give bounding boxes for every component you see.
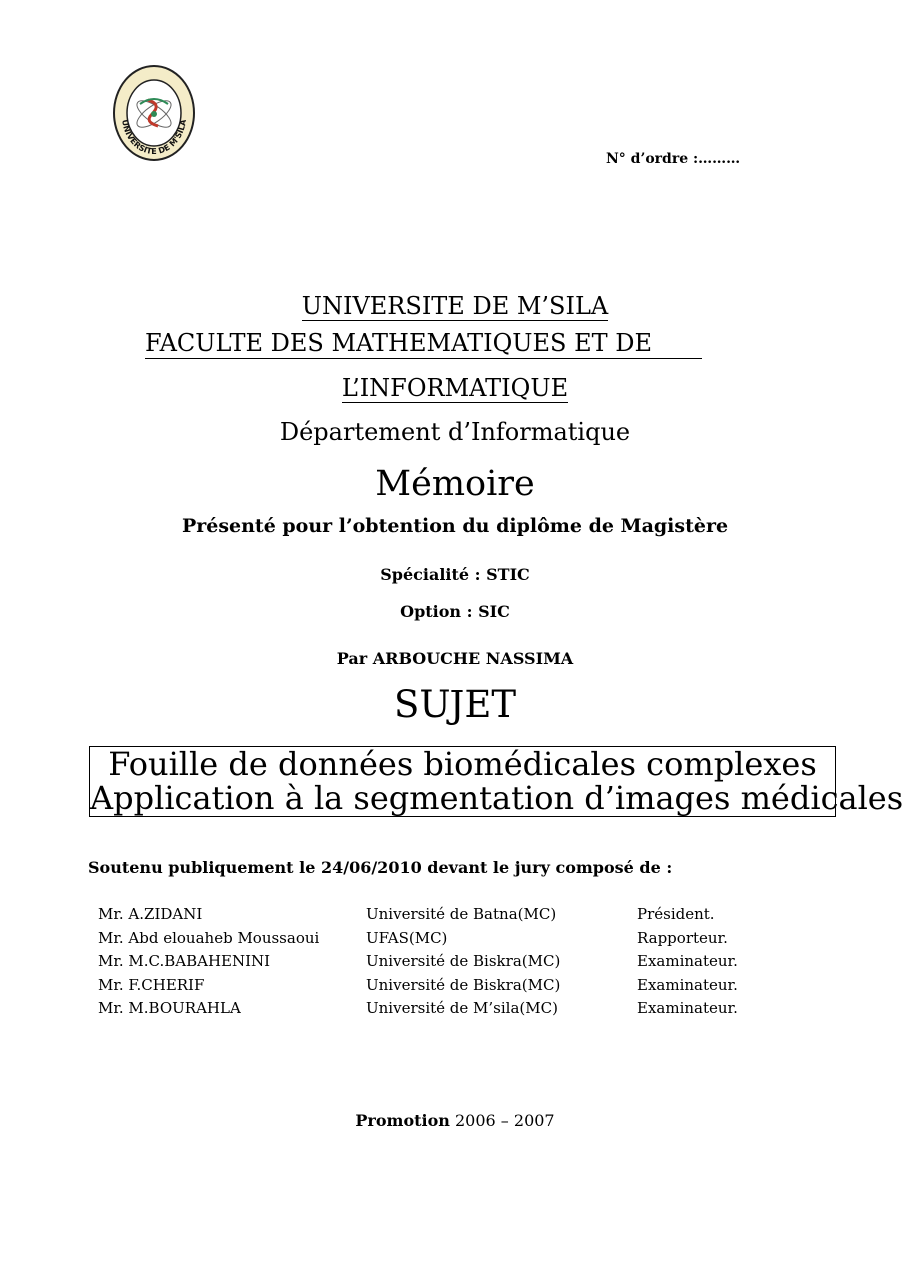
degree-line: Présenté pour l’obtention du diplôme de Magistère <box>181 515 729 537</box>
jury-role: Examinateur. <box>637 999 738 1017</box>
svg-text:UNIVERSITE DE M'SILA: UNIVERSITE DE M'SILA <box>120 118 188 157</box>
jury-name: Mr. M.BOURAHLA <box>98 999 241 1017</box>
faculty-name: FACULTE DES MATHEMATIQUES ET DE <box>145 329 702 359</box>
jury-name: Mr. A.ZIDANI <box>98 905 203 923</box>
subject-label: SUJET <box>393 683 517 726</box>
department-name: Département d’Informatique <box>279 418 631 446</box>
jury-role: Rapporteur. <box>637 928 728 947</box>
defense-statement: Soutenu publiquement le 24/06/2010 devant le jury composé de : <box>88 858 673 877</box>
author: Par ARBOUCHE NASSIMA <box>336 649 574 668</box>
jury-name: Mr. F.CHERIF <box>98 975 205 994</box>
jury-institution: Université de Biskra(MC) <box>366 975 561 994</box>
jury-institution: Université de M’sila(MC) <box>366 999 558 1017</box>
university-logo <box>112 64 196 162</box>
university-name: UNIVERSITE DE M’SILA <box>301 292 609 320</box>
subject-box <box>89 745 904 817</box>
subject-title-line1: Fouille de données biomédicales complexes <box>108 745 817 783</box>
jury-name: Mr. Abd elouaheb Moussaoui <box>98 928 320 947</box>
subject-title-line2: Application à la segmentation d’images médicales <box>90 779 904 817</box>
jury-institution: UFAS(MC) <box>366 928 448 947</box>
option: Option : SIC <box>400 602 510 621</box>
order-number: N° d’ordre :……… <box>606 151 741 167</box>
jury-institution: Université de Biskra(MC) <box>366 952 561 970</box>
promotion-label: Promotion <box>355 1111 450 1130</box>
jury-name: Mr. M.C.BABAHENINI <box>98 952 271 970</box>
jury-role: Président. <box>637 905 715 923</box>
document-type: Mémoire <box>375 464 535 504</box>
specialty: Spécialité : STIC <box>380 565 530 584</box>
jury-institution: Université de Batna(MC) <box>366 905 557 923</box>
jury-role: Examinateur. <box>637 952 738 970</box>
jury-role: Examinateur. <box>637 975 738 994</box>
promotion-years: 2006 – 2007 <box>455 1111 555 1130</box>
faculty-name-cont: L’INFORMATIQUE <box>341 374 569 402</box>
promotion <box>0 1111 910 1130</box>
